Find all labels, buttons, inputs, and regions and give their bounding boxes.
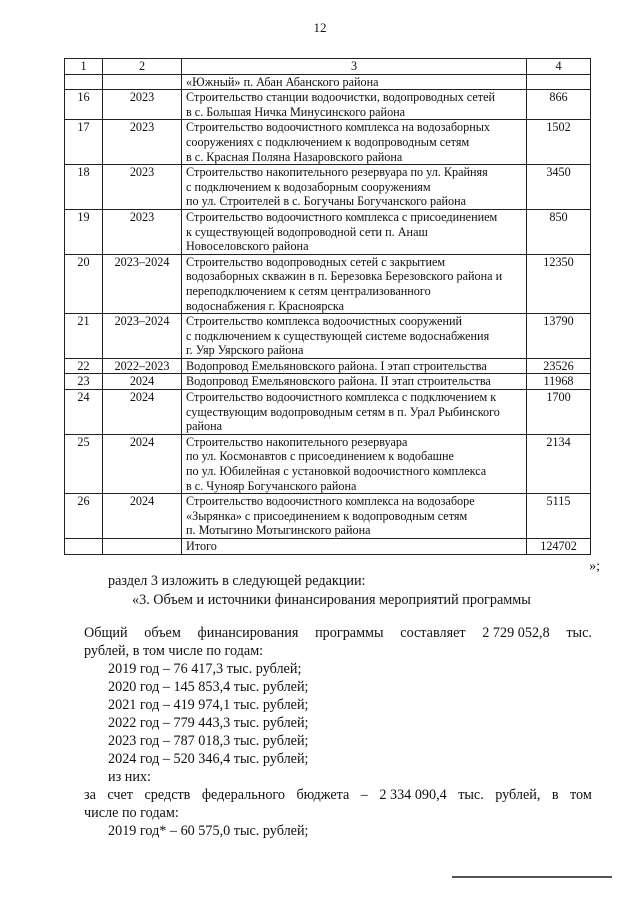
word: финансирования xyxy=(197,625,299,641)
word: счет xyxy=(107,787,134,803)
cell-description xyxy=(182,374,527,390)
table-row xyxy=(65,254,591,313)
cell-year: 2023–2024 xyxy=(103,314,182,359)
description-line: с подключением к существующей системе водоснабжения xyxy=(186,328,490,343)
cell-num xyxy=(65,539,103,555)
header-col-3: 3 xyxy=(182,59,527,75)
cell-value: 3450 xyxy=(527,165,591,210)
cell-year: 2023 xyxy=(103,209,182,254)
word: тыс. xyxy=(458,787,484,803)
cell-year: 2024 xyxy=(103,374,182,390)
description-line: водоснабжения г. Красноярска xyxy=(186,298,345,313)
year-2019-federal: 2019 год* – 60 575,0 тыс. рублей; xyxy=(108,823,309,839)
word: за xyxy=(84,787,96,803)
section-3-text xyxy=(84,573,592,863)
description-line: Строительство накопительного резервуара xyxy=(186,434,408,449)
description-line: Строительство станции водоочистки, водопроводных сетей xyxy=(186,90,496,105)
header-col-4: 4 xyxy=(527,59,591,75)
year-2021: 2021 год – 419 974,1 тыс. рублей; xyxy=(108,697,309,713)
word: том xyxy=(570,787,592,803)
cell-year: 2022–2023 xyxy=(103,358,182,374)
word: 2 729 052,8 xyxy=(482,625,550,641)
description-line: Строительство водопроводных сетей с закрытием xyxy=(186,254,446,269)
cell-value: 13790 xyxy=(527,314,591,359)
page-number: 12 xyxy=(313,20,327,35)
cell-description xyxy=(182,254,527,313)
cell-year xyxy=(103,539,182,555)
table-row xyxy=(65,390,591,435)
scan-edge-line xyxy=(452,876,612,878)
year-2023: 2023 год – 787 018,3 тыс. рублей; xyxy=(108,733,309,749)
cell-description xyxy=(182,494,527,539)
cell-value: 12350 xyxy=(527,254,591,313)
table-row xyxy=(65,314,591,359)
description-line: г. Уяр Уярского района xyxy=(186,343,304,358)
word: 2 334 090,4 xyxy=(379,787,447,803)
word: средств xyxy=(144,787,191,803)
cell-description xyxy=(182,120,527,165)
table-row xyxy=(65,358,591,374)
cell-value xyxy=(527,74,591,90)
header-col-1: 1 xyxy=(65,59,103,75)
word: тыс. xyxy=(566,625,592,641)
description-line: п. Мотыгино Мотыгинского района xyxy=(186,523,371,538)
word: в xyxy=(551,787,559,803)
total-value: 124702 xyxy=(527,539,591,555)
paragraph1-line1 xyxy=(84,625,592,642)
cell-value: 5115 xyxy=(527,494,591,539)
paragraph1-line2: рублей, в том числе по годам: xyxy=(84,643,264,659)
cell-description xyxy=(182,90,527,120)
description-line: Новоселовского района xyxy=(186,239,309,254)
description-line: Водопровод Емельяновского района. II этап строительства xyxy=(186,374,491,389)
cell-num: 21 xyxy=(65,314,103,359)
cell-num xyxy=(65,74,103,90)
cell-description xyxy=(182,165,527,210)
year-2020: 2020 год – 145 853,4 тыс. рублей; xyxy=(108,679,309,695)
cell-year: 2023 xyxy=(103,165,182,210)
description-line: в с. Большая Ничка Минусинского района xyxy=(186,104,406,119)
description-line: Строительство водоочистного комплекса с присоединением xyxy=(186,209,498,224)
year-2022: 2022 год – 779 443,3 тыс. рублей; xyxy=(108,715,309,731)
paragraph2-line1 xyxy=(84,787,592,804)
cell-description xyxy=(182,314,527,359)
description-line: по ул. Юбилейная с установкой водоочистного комплекса xyxy=(186,464,487,479)
word: бюджета xyxy=(296,787,350,803)
header-col-2: 2 xyxy=(103,59,182,75)
table-row xyxy=(65,434,591,493)
description-line: Строительство водоочистного комплекса с подключением к xyxy=(186,390,497,405)
word: – xyxy=(360,787,368,803)
cell-description xyxy=(182,434,527,493)
description-line: существующим водопроводным сетям в п. Урал Рыбинского xyxy=(186,404,500,419)
cell-year: 2023 xyxy=(103,120,182,165)
total-label: Итого xyxy=(182,539,527,555)
year-2019: 2019 год – 76 417,3 тыс. рублей; xyxy=(108,661,302,677)
description-line: по ул. Космонавтов с присоединением к водобашне xyxy=(186,449,454,464)
section-intro: раздел 3 изложить в следующей редакции: xyxy=(108,573,366,589)
word: объем xyxy=(144,625,181,641)
cell-year xyxy=(103,74,182,90)
cell-num: 24 xyxy=(65,390,103,435)
cell-num: 25 xyxy=(65,434,103,493)
description-line: Строительство водоочистного комплекса на водозаборных xyxy=(186,120,491,135)
description-line: по ул. Строителей в с. Богучаны Богучанского района xyxy=(186,194,467,209)
program-table xyxy=(64,58,591,555)
table-row xyxy=(65,494,591,539)
word: федерального xyxy=(201,787,285,803)
description-line: Строительство комплекса водоочистных сооружений xyxy=(186,314,463,329)
description-line: Водопровод Емельяновского района. I этап строительства xyxy=(186,358,487,373)
year-2024: 2024 год – 520 346,4 тыс. рублей; xyxy=(108,751,309,767)
word: составляет xyxy=(400,625,466,641)
cell-num: 18 xyxy=(65,165,103,210)
cell-description xyxy=(182,358,527,374)
description-line: района xyxy=(186,419,223,434)
description-line: Строительство накопительного резервуара по ул. Крайняя xyxy=(186,165,488,180)
word: Общий xyxy=(84,625,128,641)
cell-value: 866 xyxy=(527,90,591,120)
cell-value: 1700 xyxy=(527,390,591,435)
cell-value: 850 xyxy=(527,209,591,254)
description-line: в с. Красная Поляна Назаровского района xyxy=(186,149,403,164)
paragraph2-line2: числе по годам: xyxy=(84,805,179,821)
cell-year: 2023 xyxy=(103,90,182,120)
description-line: «Зырянка» с присоединением к водопроводным сетям xyxy=(186,508,468,523)
table-body xyxy=(65,59,591,555)
total-row xyxy=(65,539,591,555)
quote-close: »; xyxy=(589,559,600,574)
word: рублей, xyxy=(495,787,541,803)
cell-value: 11968 xyxy=(527,374,591,390)
iz-nikh: из них: xyxy=(108,769,151,785)
description-line: сооружениях с подключением к водопроводным сетям xyxy=(186,134,470,149)
cell-value: 23526 xyxy=(527,358,591,374)
cell-num: 22 xyxy=(65,358,103,374)
table-row xyxy=(65,165,591,210)
cell-value: 1502 xyxy=(527,120,591,165)
description-line: в с. Чунояр Богучанского района xyxy=(186,478,357,493)
description-line: водозаборных скважин в п. Березовка Березовского района и xyxy=(186,269,503,284)
cell-num: 20 xyxy=(65,254,103,313)
description-line: Строительство водоочистного комплекса на водозаборе xyxy=(186,494,475,509)
cell-num: 17 xyxy=(65,120,103,165)
cell-num: 19 xyxy=(65,209,103,254)
table-row xyxy=(65,374,591,390)
description-line: переподключением к сетям централизованного xyxy=(186,283,431,298)
cell-description xyxy=(182,390,527,435)
cell-description xyxy=(182,209,527,254)
description-line: с подключением к водозаборным сооружениям xyxy=(186,179,431,194)
cell-num: 26 xyxy=(65,494,103,539)
section-heading: «3. Объем и источники финансирования мероприятий программы xyxy=(132,592,531,608)
cell-year: 2024 xyxy=(103,390,182,435)
cell-num: 16 xyxy=(65,90,103,120)
table-header-row xyxy=(65,59,591,75)
continuation-row xyxy=(65,74,591,90)
cell-year: 2023–2024 xyxy=(103,254,182,313)
cell-year: 2024 xyxy=(103,434,182,493)
table-row xyxy=(65,209,591,254)
word: программы xyxy=(315,625,384,641)
table-row xyxy=(65,90,591,120)
cell-num: 23 xyxy=(65,374,103,390)
table-row xyxy=(65,120,591,165)
cell-description: «Южный» п. Абан Абанского района xyxy=(182,74,527,90)
description-line: к существующей водопроводной сети п. Анаш xyxy=(186,224,428,239)
cell-year: 2024 xyxy=(103,494,182,539)
cell-value: 2134 xyxy=(527,434,591,493)
